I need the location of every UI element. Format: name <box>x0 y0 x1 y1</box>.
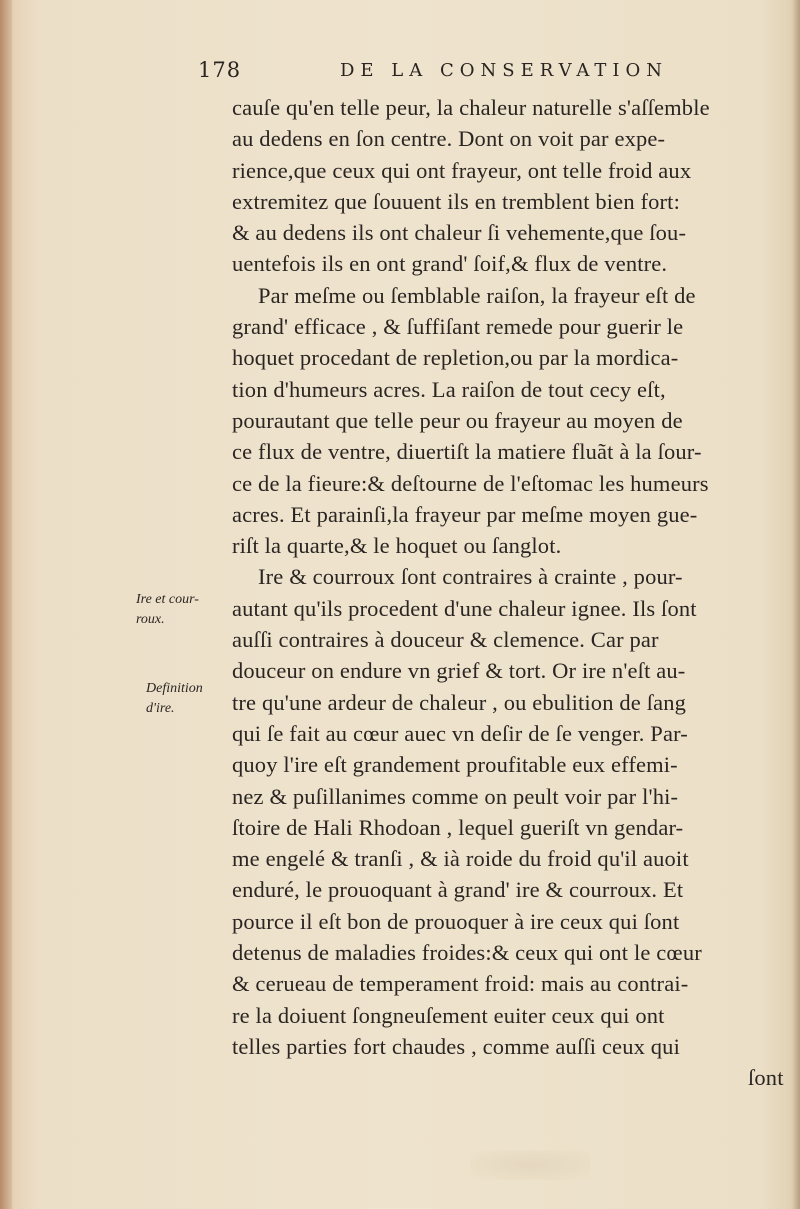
text-line: auſſi contraires à douceur & clemence. Car par <box>232 627 659 653</box>
text-line: acres. Et parainſi,la frayeur par meſme moyen gue- <box>232 501 698 527</box>
text-line: me engelé & tranſi , & ià roide du froid qu'il auoit <box>232 846 689 872</box>
text-line: telles parties fort chaudes , comme auſſi ceux qui <box>232 1033 680 1059</box>
text-line: nez & puſillanimes comme on peult voir par l'hi- <box>232 783 679 809</box>
text-line: autant qu'ils procedent d'une chaleur ignee. Ils ſont <box>232 595 697 621</box>
margin-note-ire <box>136 590 236 630</box>
page-binding-edge <box>0 0 12 1209</box>
paper-stain <box>470 1150 590 1180</box>
text-line: au dedens en ſon centre. Dont on voit par expe- <box>232 126 666 152</box>
text-line: Par meſme ou ſemblable raiſon, la frayeur eſt de <box>258 282 696 308</box>
text-line: & cerueau de temperament froid: mais au contrai- <box>232 971 689 997</box>
text-line: pourautant que telle peur ou frayeur au moyen de <box>232 407 683 433</box>
text-line: tre qu'une ardeur de chaleur , ou ebulition de ſang <box>232 689 687 715</box>
text-line: & au dedens ils ont chaleur ſi vehemente,que ſou- <box>232 220 687 246</box>
text-line: douceur on endure vn grief & tort. Or ire n'eſt au- <box>232 658 686 684</box>
text-line: qui ſe fait au cœur auec vn deſir de ſe venger. Par- <box>232 720 688 746</box>
text-line: pource il eſt bon de prouoquer à ire ceux qui ſont <box>232 908 680 934</box>
text-line: cauſe qu'en telle peur, la chaleur naturelle s'aſſemble <box>232 95 710 120</box>
text-line: detenus de maladies froides:& ceux qui ont le cœur <box>232 940 702 966</box>
body-text <box>232 92 792 1094</box>
running-head <box>0 58 800 88</box>
text-line: ce de la fieure:& deſtourne de l'eſtomac les humeurs <box>232 470 709 496</box>
text-line: quoy l'ire eſt grandement proufitable eux effemi- <box>232 752 678 778</box>
text-line: hoquet procedant de repletion,ou par la mordica- <box>232 345 679 371</box>
text-line: ſtoire de Hali Rhodoan , lequel gueriſt vn gendar- <box>232 814 684 840</box>
page-edge-shadow <box>792 0 800 1209</box>
text-line: tion d'humeurs acres. La raiſon de tout cecy eſt, <box>232 376 666 402</box>
text-line: riſt la quarte,& le hoquet ou ſanglot. <box>232 533 562 559</box>
margin-note-definition-text: Definition d'ire. <box>146 681 203 716</box>
text-line: grand' efficace , & ſuffiſant remede pour guerir le <box>232 314 684 340</box>
running-title: DE LA CONSERVATION <box>340 60 669 81</box>
margin-note-definition <box>146 679 246 719</box>
catchword: ſont <box>748 1065 784 1091</box>
text-line: enduré, le prouoquant à grand' ire & courroux. Et <box>232 877 684 903</box>
text-line: ce flux de ventre, diuertiſt la matiere fluãt à la ſour- <box>232 439 702 465</box>
margin-note-ire-text: Ire et cour- roux. <box>136 592 199 627</box>
page-number: 178 <box>198 58 242 82</box>
text-line: uentefois ils en ont grand' ſoif,& flux de ventre. <box>232 251 668 277</box>
text-line: Ire & courroux ſont contraires à crainte , pour- <box>258 564 683 590</box>
text-line: extremitez que ſouuent ils en tremblent bien fort: <box>232 188 680 214</box>
text-line: rience,que ceux qui ont frayeur, ont telle froid aux <box>232 157 692 183</box>
text-line: re la doiuent ſongneuſement euiter ceux qui ont <box>232 1002 665 1028</box>
